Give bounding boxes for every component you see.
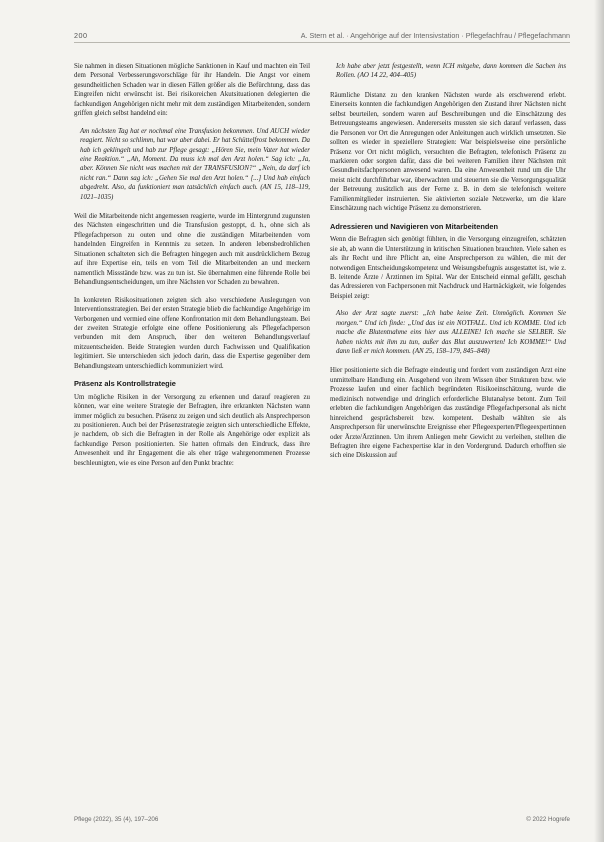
interview-quote: Ich habe aber jetzt festgestellt, wenn ICH mitgehe, dann kommen die Sachen ins Rollen. (AO 14 22, 404–405) [336, 63, 566, 80]
paragraph: Räumliche Distanz zu den kranken Nächsten wurde als erschwerend erlebt. Einerseits konnten die fachkundigen Angehörigen den Zustand ihrer Nächsten nicht selbst beurteilen, sondern waren auf Beschreibungen und die Einschätzung des Betreuungsteams angewiesen. Andererseits mussten sie sich darauf verlassen, dass die Personen vor Ort die Anregungen oder Anleitungen auch wirklich umsetzten. Sie sollten es wieder in speziellere Strategien: War beispielsweise eine persönliche Präsenz vor Ort nicht möglich, versuchten die Befragten, telefonisch Präsenz zu markieren oder sorgten dafür, dass die bei weiteren Familien ihrer Nächsten mit Gesundheitsfachpersonen anwesend waren. Da eine Anwesenheit rund um die Uhr meist nicht durchführbar war, überwachten und steuerten sie die Versorgungsqualität der Betreuung zusätzlich aus der Ferne z. B. in dem sie telefonisch weitere Familienmitglieder instruierten. Sie aktivierten soziale Netzwerke, um die klare Einschätzung nach wichtige Präsenz zu demonstrieren. [330, 91, 566, 213]
left-column [74, 62, 310, 476]
paragraph: Wenn die Befragten sich genötigt fühlten, in die Versorgung einzugreifen, schätzten sie ab, ab wann die Unterstützung in kritischen Situationen brauchten. Viele sahen es als ihr Recht und ihre Pflicht an, eine Ansprechperson zu wählen, die mit der notwendigen Entscheidungskompetenz und Weisungsbefugnis ausgestattet ist, wie z. B. leitende Ärzte / Ärztinnen im Spital. War der Entscheid einmal gefällt, geschah das Adressieren von Fachpersonen mit Nachdruck und Hartnäckigkeit, wie folgendes Beispiel zeigt: [330, 236, 566, 300]
paragraph: Weil die Mitarbeitende nicht angemessen reagierte, wurde im Hintergrund zugunsten des Nächsten eingeschritten und die Transfusion gestoppt, d. h., ohne sich als Pflegefachperson zu outen und ohne die zuständigen Mitarbeitenden vom handelnden Eingreifen in Kenntnis zu setzen. In anderen lebensbedrohlichen Situationen schalteten sich die Befragten hingegen auch mit ausdrücklichem Bezug auf ihre Expertise ein, teils en vom Teil die Mitarbeitenden an und meckern namentlich Missstände bzw. was zu tun ist. Sie übernahmen eine führende Rolle bei Behandlungsentscheidungen, um ihre Nächsten vor Schaden zu bewahren. [74, 212, 310, 287]
right-column [330, 62, 566, 469]
page-number: 200 [74, 31, 88, 40]
page-edge-shadow [594, 0, 604, 842]
header-rule [74, 42, 570, 43]
paragraph: Sie nahmen in diesen Situationen mögliche Sanktionen in Kauf und machten ein Teil dem Personal Verbesserungsvorschläge für ihr Handeln. Die Angst vor einem gesundheitlichen Schaden war in diesen Fällen größer als die Befürchtung, dass das Eingreifen nicht erwünscht ist. Bei risikoreichen Akutsituationen delegierten die fachkundigen Angehörigen nicht mehr mit dem zuständigen Mitarbeitenden, sondern griffen gleich selbst handelnd ein: [74, 63, 310, 118]
section-heading: Adressieren und Navigieren von Mitarbeitenden [330, 221, 498, 231]
page-footer [74, 816, 570, 823]
paragraph: Um mögliche Risiken in der Versorgung zu erkennen und darauf reagieren zu können, war eine weitere Strategie der Befragten, ihre erkrankten Nächsten wann immer möglich zu besuchen. Präsenz zu zeigen und sich deutlich als Ansprechperson zu positionieren. Auch bei der Präsenzstrategie zeigten sich unterschiedliche Effekte, je nachdem, ob sich die Befragten in der Rolle als Angehörige oder explizit als fachkundige Person positionierten. Sie hatten oftmals den Eindruck, dass ihre Anwesenheit und ihr Engagement die als eher träge wahrgenommenen Prozesse beschleunigten, wie es eine Person auf den Punkt brachte: [74, 393, 310, 467]
running-header [74, 31, 570, 40]
footer-citation: Pflege (2022), 35 (4), 197–206 [74, 816, 159, 823]
footer-publisher: © 2022 Hogrefe [526, 816, 570, 823]
paragraph: Hier positionierte sich die Befragte eindeutig und fordert vom zuständigen Arzt eine unmittelbare Handlung ein. Ausgehend von ihrem Wissen über Strukturen bzw. wie Prozesse laufen und einer fachlich begründeten Risikoeinschätzung, wurde die medizinisch notwendige und dringlich erforderliche Blutanalyse betont. Zum Teil erlebten die fachkundigen Angehörigen das zuständige Pflegefachpersonal als nicht hinreichend gesprächsbereit bzw. kompetent. Deshalb wählten sie als Ansprechperson für unerwünschte Ereignisse eher Pflegeexperten/Pflegeexpertinnen oder Ärzte/Ärztinnen. Um ihrem Anliegen mehr Gewicht zu verleihen, stellten die Befragten ihre eigene Fachexpertise klar in den Vordergrund. Dadurch erhofften sie sich eine Diskussion auf [330, 367, 566, 460]
interview-quote: Also der Arzt sagte zuerst: „Ich habe keine Zeit. Unmöglich. Kommen Sie morgen.“ Und ich finde: „Und das ist ein NOTFALL. Und ich KOMME. Und ich mache die Blutentnahme eins hier aus ALLEINE! Ich mache sie SELBER. Sie haben nichts mit ihm zu tun, außer das Blut auszuwerten! Ich KOMME!“ Und dann ließ er mich kommen. (AN 25, 158–179, 845–848) [336, 310, 566, 355]
section-heading: Präsenz als Kontrollstrategie [74, 379, 176, 389]
paragraph: In konkreten Risikosituationen zeigten sich also verschiedene Auslegungen von Interventionsstrategien. Bei der ersten Strategie blieb die fachkundige Angehörige im Verborgenen und vermied eine offene Konfrontation mit dem Behandlungsteam. Bei der zweiten Strategie erfolgte eine offene Positionierung als Pflegefachperson verbunden mit dem Anspruch, über den weiteren Behandlungsverlauf mitzuentscheiden. Beide Strategien wurden durch Fachwissen und Qualifikation legitimiert. Sie unterschieden sich jedoch darin, dass die Expertise gegenüber dem Behandlungsteam unterschiedlich kommuniziert wird. [74, 296, 310, 370]
interview-quote: Am nächsten Tag hat er nochmal eine Transfusion bekommen. Und AUCH wieder reagiert. Nicht so schlimm, hat war aber dabei. Er hat Schüttelfrost bekommen. Da hab ich geklingelt und hab zur Pflege gesagt: „Hören Sie, mein Vater hat wieder eine Reaktion.“ „Ah, Moment. Da muss ich mal den Arzt holen.“ Sag ich: „Ja, aber. Können Sie nicht was machen mit der TRANSFUSION?“ „Nein, da darf ich nicht ran.“ Dann sag ich: „Gehen Sie mal den Arzt holen.“ [...] Und hab einfach abgedreht. Also, da funktioniert man tatsächlich einfach auch. (AN 15, 118–119, 1021–1035) [80, 127, 310, 201]
running-title: A. Stern et al. · Angehörige auf der Intensivstation · Pflegefachfrau / Pflegefachmann [300, 31, 570, 40]
